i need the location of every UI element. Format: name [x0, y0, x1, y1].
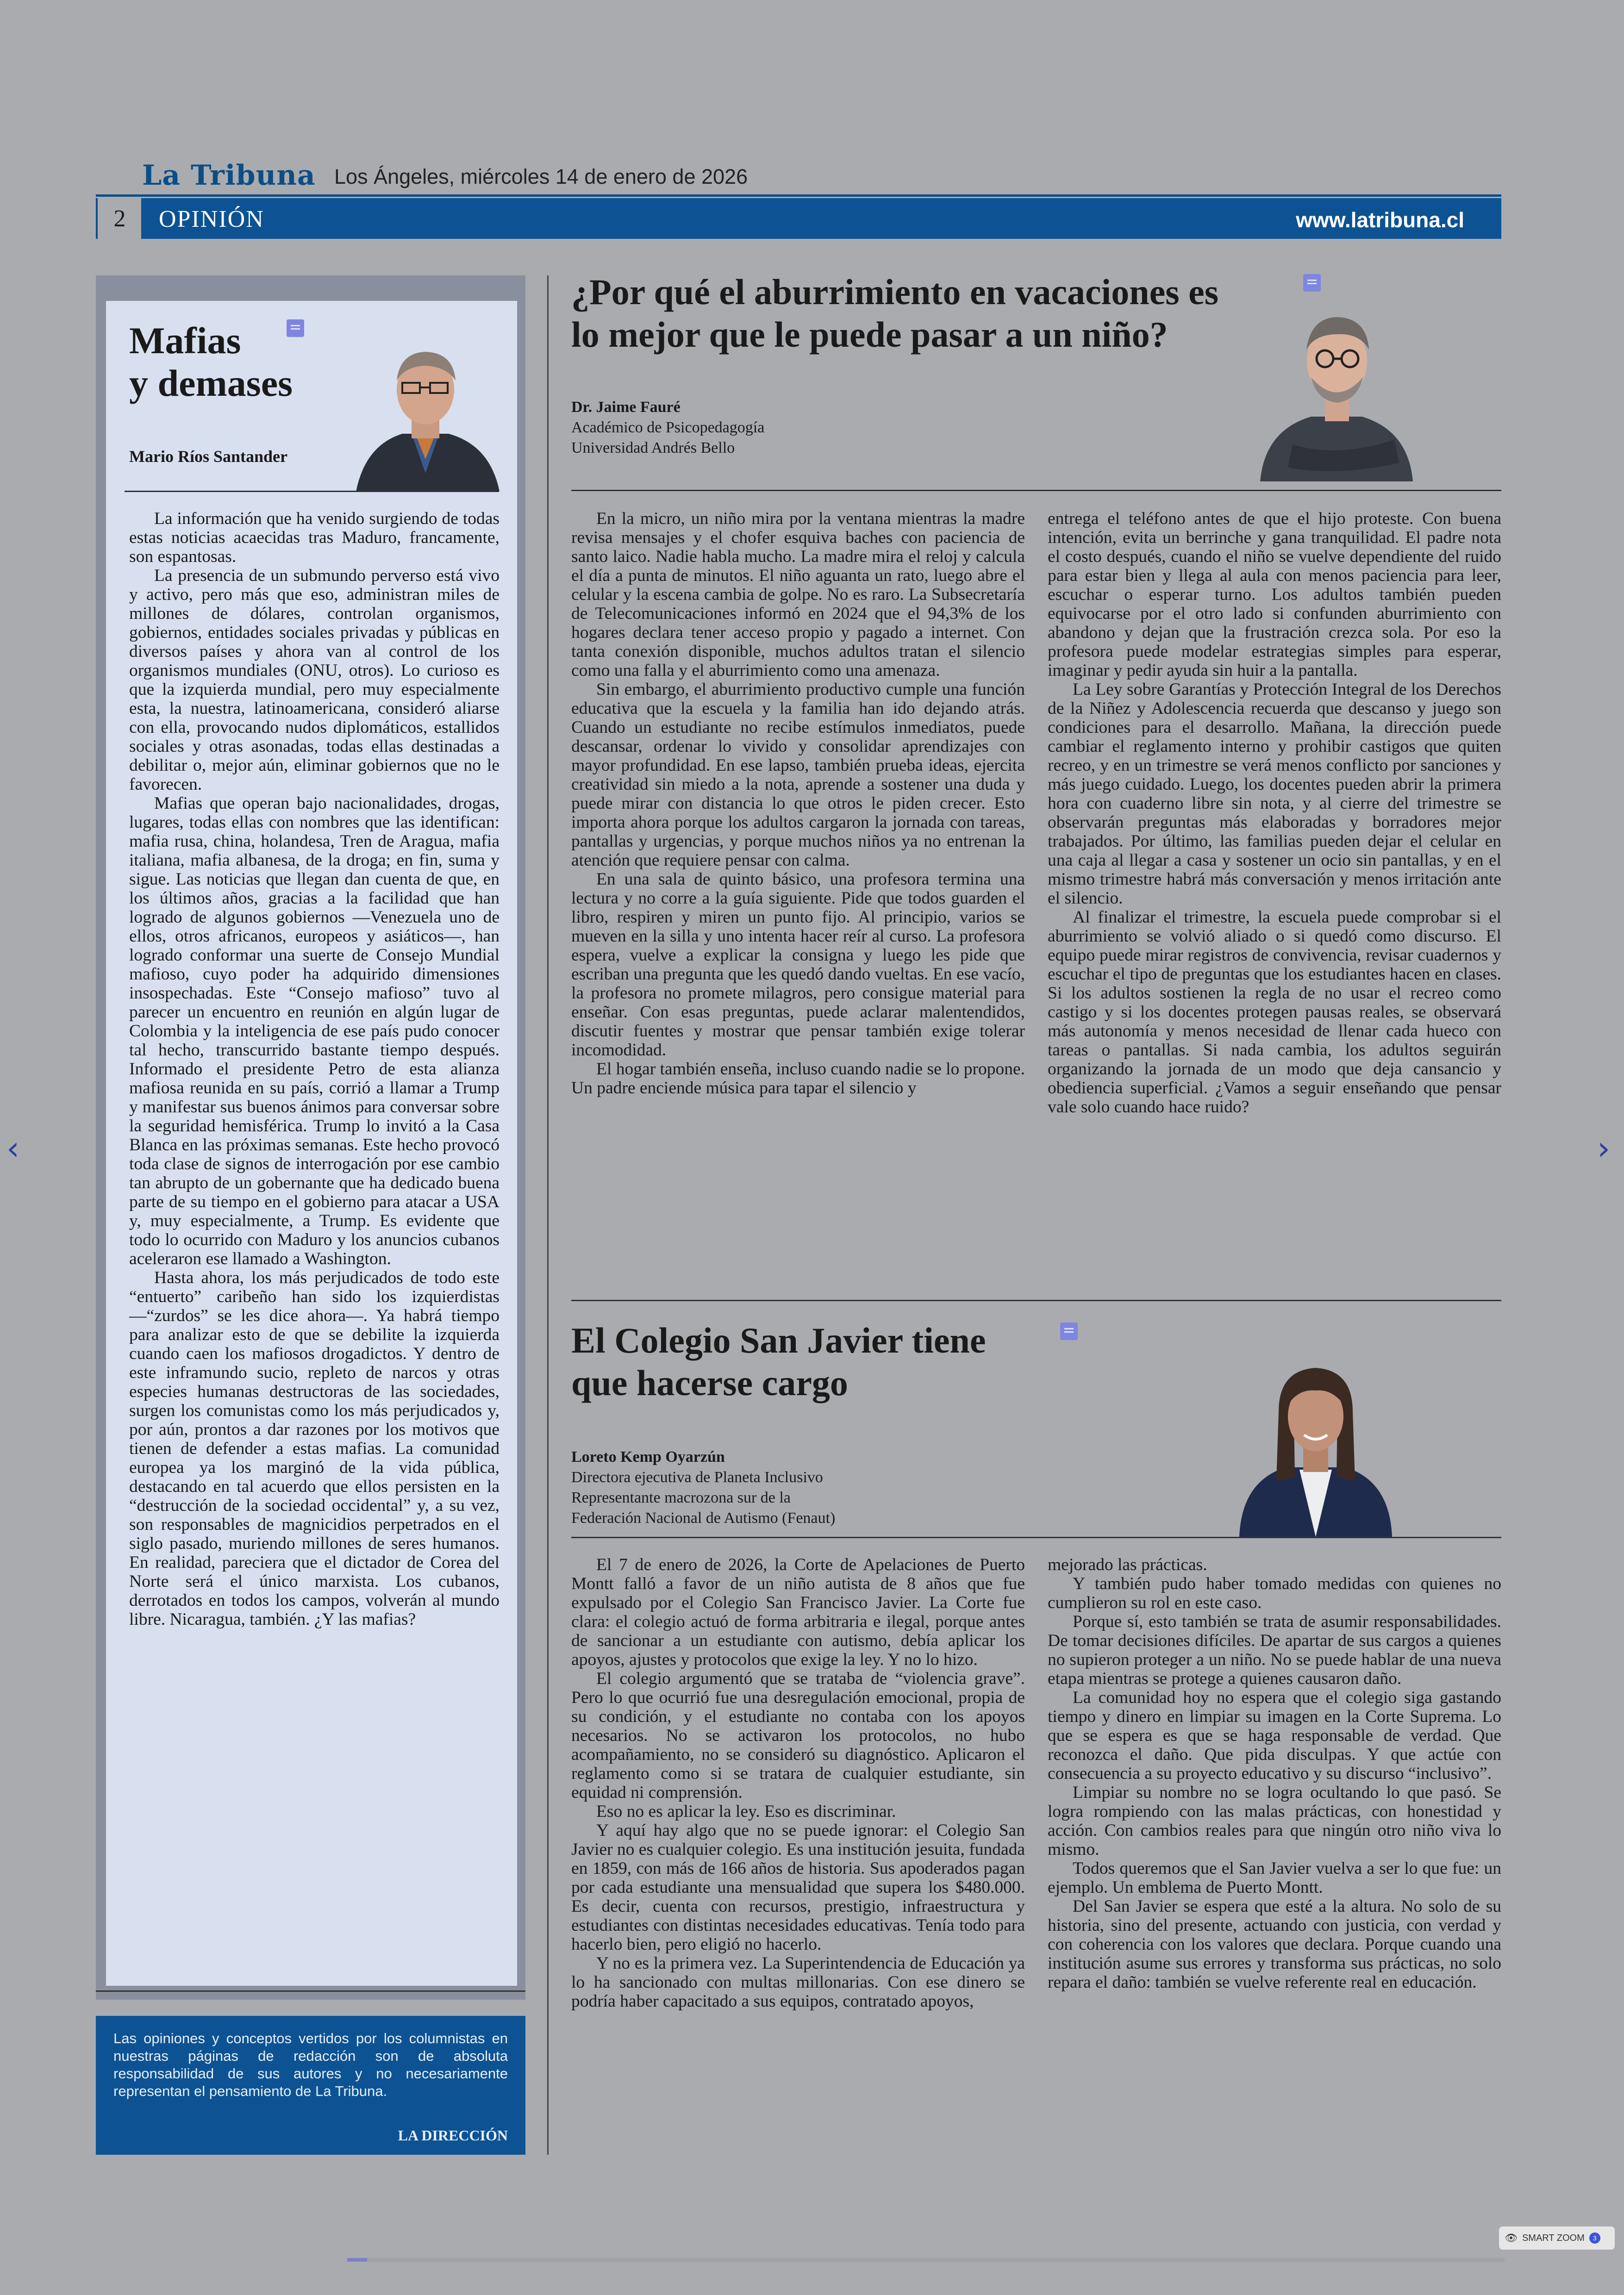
article2-title: [571, 1319, 986, 1404]
article2-paragraph: Y aquí hay algo que no se puede ignorar: el Colegio San Javier no es cualquier colegio. Es una institución jesuita, fundada en 1859, con más de 166 años de historia. Sus apoderados pagan por cada estudiante una mensualidad que supera los $480.000. Es decir, cuenta con recursos, prestigio, infraestructura y estudiantes con distintas necesidades educativas. Tenía todo para hacerlo bien, pero eligió no hacerlo.: [571, 1821, 1025, 1954]
vertical-rule: [547, 275, 549, 2155]
dateline: Los Ángeles, miércoles 14 de enero de 2026: [334, 165, 748, 188]
author-photo: [1230, 1342, 1401, 1537]
author-photo: [1255, 292, 1418, 481]
author-photo: [347, 334, 504, 492]
article1-byline: [571, 397, 764, 458]
article1-author-affiliation: Universidad Andrés Bello: [571, 439, 735, 456]
article2-author-role: Representante macrozona sur de la: [571, 1489, 791, 1506]
header-rule: [96, 194, 1501, 197]
section-bar: [141, 198, 1501, 239]
article1-author-role: Académico de Psicopedagogía: [571, 419, 765, 436]
article1-author: Dr. Jaime Fauré: [571, 399, 681, 416]
section-title: OPINIÓN: [159, 206, 264, 232]
smart-zoom-button[interactable]: [1499, 2226, 1615, 2250]
article2-paragraph: La comunidad hoy no espera que el colegio siga gastando tiempo y dinero en limpiar su imagen en la Corte Suprema. Lo que se espera es que se haga responsable de verdad. Que reconozca el daño. Que pida disculpas. Y que actúe con consecuencia a su proyecto educativo y su discurso “inclusivo”.: [1048, 1688, 1501, 1783]
article1-title: [571, 271, 1218, 356]
column-title-line1: Mafias: [129, 319, 241, 362]
column-title-line2: y demases: [129, 362, 293, 404]
smart-zoom-label: SMART ZOOM: [1522, 2233, 1585, 2243]
newspaper-logo: La Tribuna: [142, 159, 316, 192]
article2-title-line1: El Colegio San Javier tiene: [571, 1320, 986, 1360]
page-progress-track[interactable]: [347, 2258, 1505, 2262]
eye-icon: 👁: [1505, 2232, 1518, 2244]
disclaimer-signature: LA DIRECCIÓN: [398, 2127, 508, 2144]
article1-title-line2: lo mejor que le puede pasar a un niño?: [571, 314, 1168, 355]
article2-author-role: Federación Nacional de Autismo (Fenaut): [571, 1509, 836, 1527]
note-icon[interactable]: [1060, 1322, 1078, 1340]
article2-paragraph: Todos queremos que el San Javier vuelva a ser lo que fue: un ejemplo. Un emblema de Puerto Montt.: [1048, 1859, 1501, 1897]
article1-column-2: [1048, 509, 1501, 1116]
page-progress-fill: [347, 2258, 367, 2262]
editorial-disclaimer: [96, 2016, 525, 2155]
column-separator: [96, 1990, 525, 1992]
article2-column-2: [1048, 1555, 1501, 1992]
article1-paragraph: En la micro, un niño mira por la ventana mientras la madre revisa mensajes y el chofer esquiva baches con paciencia de santo laico. Nadie habla mucho. La madre mira el reloj y calcula el día a punta de minutos. El niño aguanta un rato, luego abre el celular y la escena cambia de golpe. No es raro. La Subsecretaría de Telecomunicaciones informó en 2024 que el 94,3% de los hogares declara tener acceso propio y pagado a internet. Con tanta conexión disponible, muchos adultos tratan el silencio como una falla y el aburrimiento como una amenaza.: [571, 509, 1025, 680]
article2-paragraph: Y también pudo haber tomado medidas con quienes no cumplieron su rol en este caso.: [1048, 1574, 1501, 1612]
note-icon[interactable]: [1303, 274, 1321, 292]
column-paragraph: Hasta ahora, los más perjudicados de todo este “entuerto” caribeño han sido los izquierdistas —“zurdos” se les dice ahora—. Ya habrá tiempo para analizar esto de que se debilite la izquierda cuando caen los mafiosos drogadictos. Y dentro de este inframundo sucio, repleto de narcos y otras especies humanas destructoras de las sociedades, surgen los comunistas como los más perjudicados y, por aún, prontos a dar razones por los motivos que tienen de defender a estas mafias. La comunidad europea ya los marginó de la vida pública, destacando en tal acuerdo que ellos persisten en la “destrucción de la sociedad occidental” y, a su vez, son responsables de magnicidios perpetrados en el siglo pasado, muriendo millones de seres humanos. En realidad, pareciera que el dictador de Corea del Norte será el único marxista. Los cubanos, derrotados en todos los campos, volverán al mundo libre. Nicaragua, también. ¿Y las mafias?: [129, 1268, 500, 1629]
article2-paragraph: El colegio argumentó que se trataba de “violencia grave”. Pero lo que ocurrió fue una desregulación emocional, propia de su condición, y el estudiante no contaba con los apoyos necesarios. No se activaron los protocolos, no hubo acompañamiento, no se consideró su diagnóstico. Aplicaron el reglamento como si se tratara de cualquier estudiante, sin equidad ni comprensión.: [571, 1669, 1025, 1802]
article2-rule: [571, 1537, 1501, 1538]
column-author: Mario Ríos Santander: [129, 447, 287, 466]
opinion-column: [106, 301, 517, 1986]
article2-column-1: [571, 1555, 1025, 2011]
column-body: [129, 509, 500, 1629]
article1-paragraph: Al finalizar el trimestre, la escuela puede comprobar si el aburrimiento se volvió aliado o si quedó como discurso. El equipo puede mirar registros de convivencia, revisar cuadernos y escuchar el tipo de preguntas que los estudiantes hacen en clases. Si los adultos sostienen la regla de no usar el recreo como castigo y si los docentes protegen pausas reales, se observará más autonomía y menos necesidad de llenar cada hueco con tareas o pantallas. Si nada cambia, los adultos seguirán organizando la jornada de un modo que deja cansancio y obediencia superficial. ¿Vamos a seguir enseñando que pensar vale solo cuando hace ruido?: [1048, 908, 1501, 1116]
article2-paragraph: mejorado las prácticas.: [1048, 1555, 1207, 1574]
article2-paragraph: Porque sí, esto también se trata de asumir responsabilidades. De tomar decisiones difíciles. De apartar de sus cargos a quienes no supieron proteger a un niño. No se puede hablar de una nueva etapa mientras se protege a quienes causaron daño.: [1048, 1612, 1501, 1688]
newspaper-page: [96, 148, 1501, 2171]
article1-title-line1: ¿Por qué el aburrimiento en vacaciones es: [571, 272, 1219, 312]
article2-author: Loreto Kemp Oyarzún: [571, 1448, 725, 1466]
article1-paragraph: La Ley sobre Garantías y Protección Integral de los Derechos de la Niñez y Adolescencia recuerda que descanso y juego son condiciones para el desarrollo. Mañana, la dirección puede cambiar el reglamento interno y prohibir castigos que quiten recreo, y en un trimestre se verá menos conflicto por sanciones y más juego cuidado. Luego, los docentes pueden abrir la primera hora con cuaderno libre sin nota, y al cierre del trimestre se observarán preguntas más elaboradas y borradores mejor trabajados. Por último, las familias pueden dejar el celular en una caja al llegar a casa y sostener un ocio sin pantallas, y en el mismo trimestre habrá más conversación y menos irritación ante el silencio.: [1048, 680, 1501, 908]
article2-paragraph: Del San Javier se espera que esté a la altura. No solo de su historia, sino del presente, actuando con justicia, con verdad y con coherencia con los valores que declara. Porque cuando una institución asume sus errores y transforma sus prácticas, no solo repara el daño: también se vuelve referente real en educación.: [1048, 1897, 1501, 1992]
column-title: [129, 319, 293, 405]
column-paragraph: La información que ha venido surgiendo de todas estas noticias acaecidas tras Maduro, francamente, son espantosas.: [129, 509, 500, 566]
article1-column-1: [571, 509, 1025, 1098]
website-link[interactable]: www.latribuna.cl: [1296, 208, 1464, 232]
article2-byline: [571, 1447, 835, 1528]
chevron-left-icon[interactable]: ‹: [6, 1129, 19, 1167]
chevron-right-icon[interactable]: ›: [1597, 1129, 1610, 1167]
article2-author-role: Directora ejecutiva de Planeta Inclusivo: [571, 1469, 823, 1486]
article2-paragraph: Eso no es aplicar la ley. Eso es discriminar.: [596, 1802, 896, 1821]
article1-paragraph: Sin embargo, el aburrimiento productivo cumple una función educativa que la escuela y la familia han ido dejando atrás. Cuando un estudiante no recibe estímulos inmediatos, puede descansar, ordenar lo vivido y consolidar aprendizajes con mayor profundidad. En ese lapso, también prueba ideas, ejercita creatividad sin miedo a la nota, aprende a sostener una duda y puede mirar con distancia lo que otros le piden crecer. Esto importa ahora porque los adultos cargaron la jornada con tareas, pantallas y urgencias, y porque muchos niños ya no entrenan la atención que requiere pensar con calma.: [571, 680, 1025, 870]
column-paragraph: Mafias que operan bajo nacionalidades, drogas, lugares, todas ellas con nombres que las identifican: mafia rusa, china, holandesa, Tren de Aragua, mafia italiana, mafia albanesa, de la droga; en fin, suma y sigue. Las noticias que llegan dan cuenta de que, en los últimos años, gracias a la facilidad que han logrado de algunos gobiernos —Venezuela uno de ellos, otros africanos, europeos y asiáticos—, han logrado conformar una suerte de Consejo Mundial mafioso, cuyo poder ha adquirido dimensiones insospechadas. Este “Consejo mafioso” tuvo al parecer un encuentro en reunión en algún lugar de Colombia y la inteligencia de ese país pudo conocer tal hecho, transcurrido bastante tiempo después. Informado el presidente Petro de esta alianza mafiosa reunida en su país, corrió a llamar a Trump y manifestar sus buenos ánimos para conversar sobre la seguridad hemisférica. Trump lo invitó a la Casa Blanca en las próximas semanas. Este hecho provocó toda clase de signos de interrogación por ese cambio tan abrupto de un gobernante que ha dedicado buena parte de su tiempo en el gobierno para atacar a USA y, muy especialmente, a Trump. Es evidente que todo lo ocurrido con Maduro y los anuncios cubanos aceleraron ese llamado a Washington.: [129, 794, 500, 1268]
article2-paragraph: El 7 de enero de 2026, la Corte de Apelaciones de Puerto Montt falló a favor de un niño autista de 8 años que fue expulsado por el Colegio San Francisco Javier. La Corte fue clara: el colegio actuó de forma arbitraria e ilegal, porque antes de sancionar a un estudiante con autismo, debía aplicar los apoyos, ajustes y protocolos que exige la ley. Y no lo hizo.: [571, 1555, 1025, 1669]
article2-paragraph: Limpiar su nombre no se logra ocultando lo que pasó. Se logra rompiendo con las malas prácticas, con honestidad y acción. Con cambios reales para que ningún otro niño viva lo mismo.: [1048, 1783, 1501, 1859]
article1-paragraph: entrega el teléfono antes de que el hijo proteste. Con buena intención, evita un berrinche y gana tranquilidad. El padre nota el costo después, cuando el niño se vuelve dependiente del ruido para estar bien y llega al aula con menos paciencia para leer, escuchar o esperar turno. Los adultos también pueden equivocarse por el otro lado si confunden aburrimiento con abandono y dejan que la frustración crezca sola. Por eso la profesora puede modelar estrategias simples para esperar, imaginar y pedir ayuda sin huir a la pantalla.: [1048, 509, 1501, 680]
article-separator: [571, 1300, 1501, 1301]
note-icon[interactable]: [287, 319, 304, 337]
article1-rule: [571, 490, 1501, 491]
article1-paragraph: En una sala de quinto básico, una profesora termina una lectura y no corre a la guía siguiente. Pide que todos guarden el libro, respiren y miren un punto fijo. Al principio, varios se mueven en la silla y uno intenta hacer reír al curso. La profesora espera, vuelve a explicar la consigna y luego les pide que escriban una pregunta que les quedó dando vueltas. En ese vacío, la profesora no promete milagros, pero consigue material para enseñar. Con esas preguntas, puede aclarar malentendidos, discutir fuentes y mostrar que pensar también exige tolerar incomodidad.: [571, 870, 1025, 1060]
column-paragraph: La presencia de un submundo perverso está vivo y activo, pero más que eso, administran miles de millones de dólares, controlan organismos, gobiernos, entidades sociales privadas y públicas en diversos países y ahora van al control de los organismos mundiales (ONU, otros). Lo curioso es que la izquierda mundial, pero muy especialmente esta, la nuestra, latinoamericana, consideró aliarse con ella, provocando nudos diplomáticos, estallidos sociales y otras asonadas, todas ellas destinadas a debilitar o, mejor aún, eliminar gobiernos que no le favorecen.: [129, 566, 500, 794]
article1-paragraph: El hogar también enseña, incluso cuando nadie se lo propone. Un padre enciende música para tapar el silencio y: [571, 1060, 1025, 1098]
smart-zoom-badge: 3: [1589, 2233, 1600, 2244]
article2-paragraph: Y no es la primera vez. La Superintendencia de Educación ya lo ha sancionado con multas millonarias. Con ese dinero se podría haber capacitado a sus equipos, contratado apoyos,: [571, 1954, 1025, 2011]
article2-title-line2: que hacerse cargo: [571, 1363, 848, 1403]
column-rule: [125, 491, 499, 492]
disclaimer-text: Las opiniones y conceptos vertidos por los columnistas en nuestras páginas de redacción son de absoluta responsabilidad de sus autores y no necesariamente representan el pensamiento de La Tribuna.: [113, 2030, 508, 2099]
page-number: 2: [96, 198, 142, 239]
